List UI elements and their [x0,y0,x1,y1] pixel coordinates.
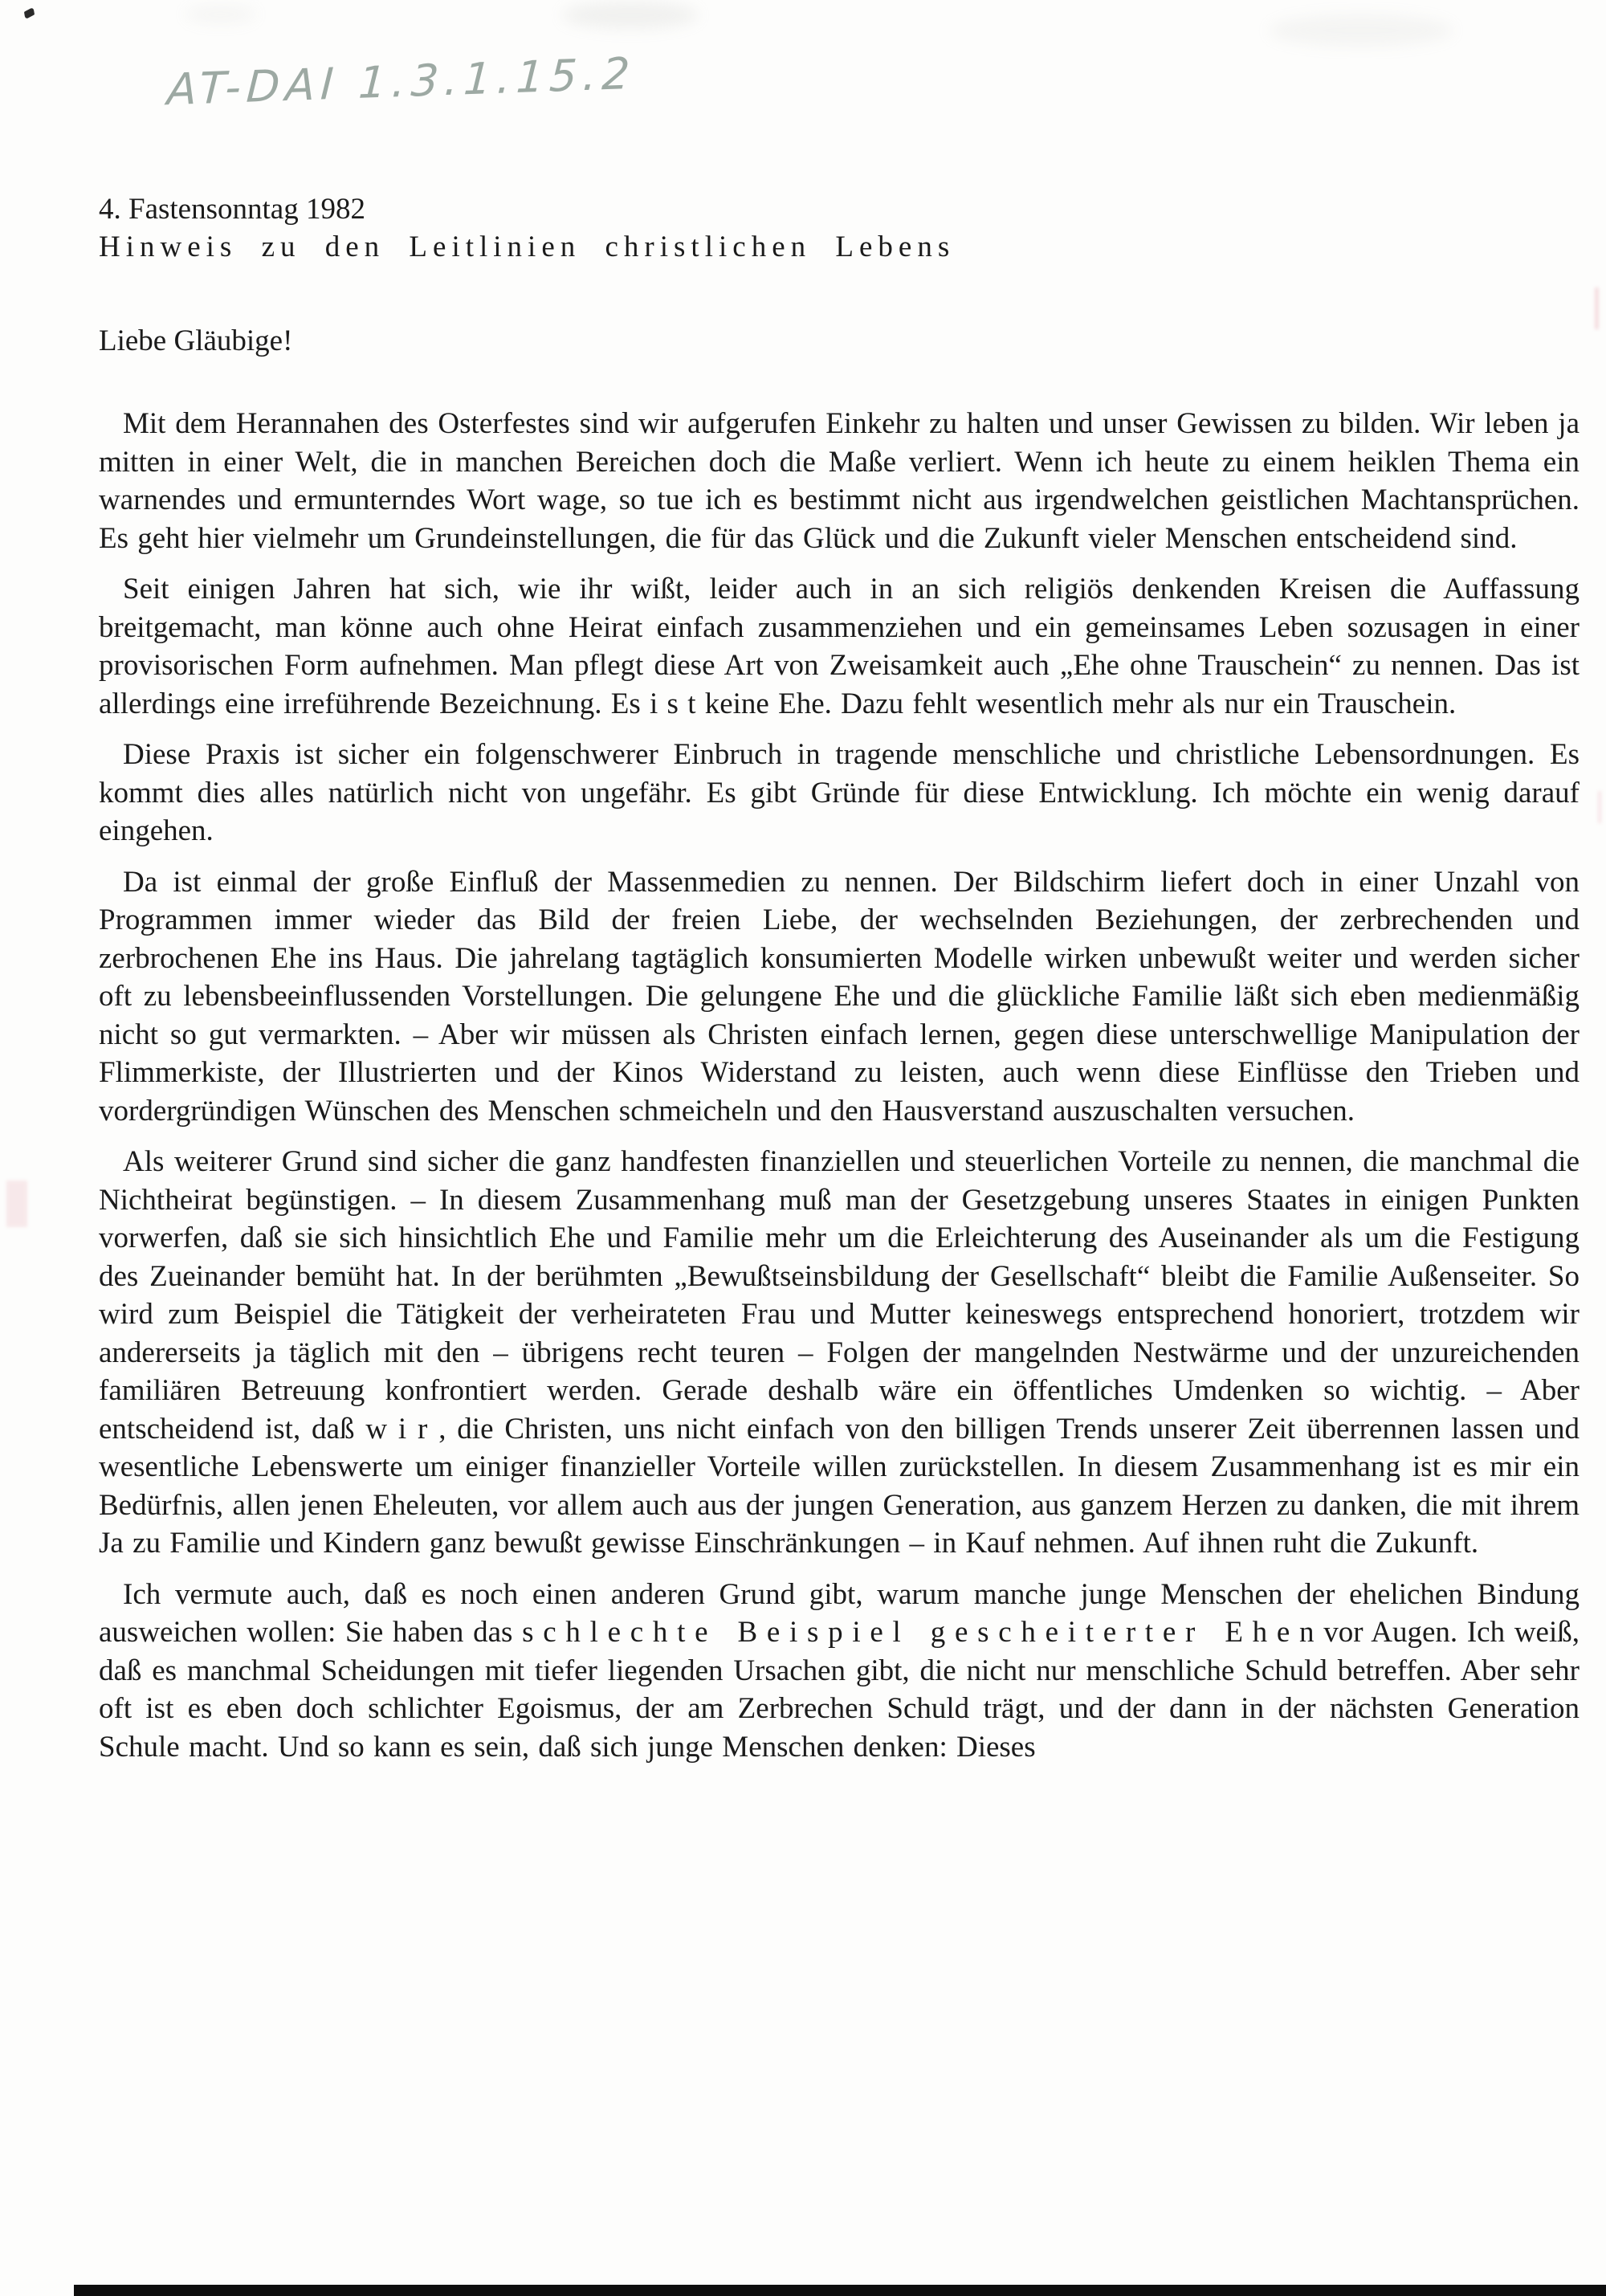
body-text [99,405,1580,1766]
scan-artifact [1598,791,1601,823]
scan-smudge [1269,14,1453,47]
paragraph: Da ist einmal der große Einfluß der Massenmedien zu nennen. Der Bildschirm liefert doch in einer Unzahl von Programmen immer wieder das Bild der freien Liebe, der wechselnden Beziehungen, der zerbrechenden und zerbrochenen Ehe ins Haus. Die jahrelang tagtäglich konsumierten Modelle wirken unbewußt weiter und werden sicher oft zu lebensbeeinflussenden Vorstellungen. Die gelungene Ehe und die glückliche Familie läßt sich eben medienmäßig nicht so gut vermarkten. – Aber wir müssen als Christen einfach lernen, gegen diese unterschwellige Manipulation der Flimmerkiste, der Illustrierten und der Kinos Widerstand zu leisten, auch wenn diese Einflüsse den Trieben und vordergründigen Wünschen des Menschen schmeicheln und den Hausverstand auszuschalten versuchen. [99,865,1580,1128]
scan-bottom-edge [74,2285,1606,2296]
scan-smudge [185,5,257,24]
handwritten-archive-annotation: AT-DAI 1.3.1.15.2 [165,47,637,116]
paragraph: Seit einigen Jahren hat sich, wie ihr wißt, leider auch in an sich religiös denkenden Kreisen die Auffassung breitgemacht, man könne auch ohne Heirat einfach zusammenziehen und ein gemeinsames Leben sozusagen in einer provisorischen Form aufnehmen. Man pflegt diese Art von Zweisamkeit auch „Ehe ohne Trauschein“ zu nennen. Das ist allerdings eine irreführende Bezeichnung. Es i s t keine Ehe. Dazu fehlt wesentlich mehr als nur ein Trauschein. [99,573,1580,720]
document-title: 4. Fastensonntag 1982 [99,193,365,226]
paragraph: Mit dem Herannahen des Osterfestes sind wir aufgerufen Einkehr zu halten und unser Gewissen zu bilden. Wir leben ja mitten in einer Welt, die in manchen Bereichen doch die Maße verliert. Wenn ich heute zu einem heiklen Thema ein warnendes und ermunterndes Wort wage, so tue ich es bestimmt nicht aus irgendwelchen geistlichen Machtansprüchen. Es geht hier vielmehr um Grundeinstellungen, die für das Glück und die Zukunft vieler Menschen entscheidend sind. [99,407,1580,555]
scan-corner-mark [24,7,35,19]
paragraph: Diese Praxis ist sicher ein folgenschwerer Einbruch in tragende menschliche und christliche Lebensordnungen. Es kommt dies alles natürlich nicht von ungefähr. Es gibt Gründe für diese Entwicklung. Ich möchte ein wenig darauf eingehen. [99,738,1580,847]
paragraph: Als weiterer Grund sind sicher die ganz handfesten finanziellen und steuerlichen Vorteile zu nennen, die manchmal die Nichtheirat begünstigen. – In diesem Zusammenhang muß man der Gesetzgebung unseres Staates in einigen Punkten vorwerfen, daß sie sich hinsichtlich Ehe und Familie mehr um die Erleichterung des Auseinander als um die Festigung des Zueinander bemüht hat. In der berühmten „Bewußtseinsbildung der Gesellschaft“ bleibt die Familie Außenseiter. So wird zum Beispiel die Tätigkeit der verheirateten Frau und Mutter keineswegs entsprechend honoriert, trotzdem wir andererseits ja täglich mit den – übrigens recht teuren – Folgen der mangelnden Nestwärme und der unzureichenden familiären Betreuung konfrontiert werden. Gerade deshalb wäre ein öffentliches Umdenken so wichtig. – Aber entscheidend ist, daß w i r , die Christen, uns nicht einfach von den billigen Trends unserer Zeit überrennen lassen und wesentliche Lebenswerte um einiger finanzieller Vorteile willen zurückstellen. In diesem Zusammenhang ist es mir ein Bedürfnis, allen jenen Eheleuten, vor allem auch aus der jungen Generation, aus ganzem Herzen zu danken, die mit ihrem Ja zu Familie und Kindern ganz bewußt gewisse Einschränkungen – in Kauf nehmen. Auf ihnen ruht die Zukunft. [99,1145,1580,1560]
document-subtitle: Hinweis zu den Leitlinien christlichen Lebens [99,230,956,263]
salutation: Liebe Gläubige! [99,324,293,357]
scan-artifact [1595,288,1599,329]
scan-artifact [6,1181,27,1227]
document-content [99,191,1580,1779]
scan-smudge [562,2,699,29]
paragraph: Ich vermute auch, daß es noch einen anderen Grund gibt, warum manche junge Menschen der ehelichen Bindung ausweichen wollen: Sie haben das s c h l e c h t e B e i s p i e l g e s c h e i t e r t e r E h e n vor Augen. Ich weiß, daß es manchmal Scheidungen mit tiefer liegenden Ursachen gibt, die nicht nur menschliche Schuld betreffen. Aber sehr oft ist es eben doch schlichter Egoismus, der am Zerbrechen Schuld trägt, und der dann in der nächsten Generation Schule macht. Und so kann es sein, daß sich junge Menschen denken: Dieses [99,1577,1580,1764]
